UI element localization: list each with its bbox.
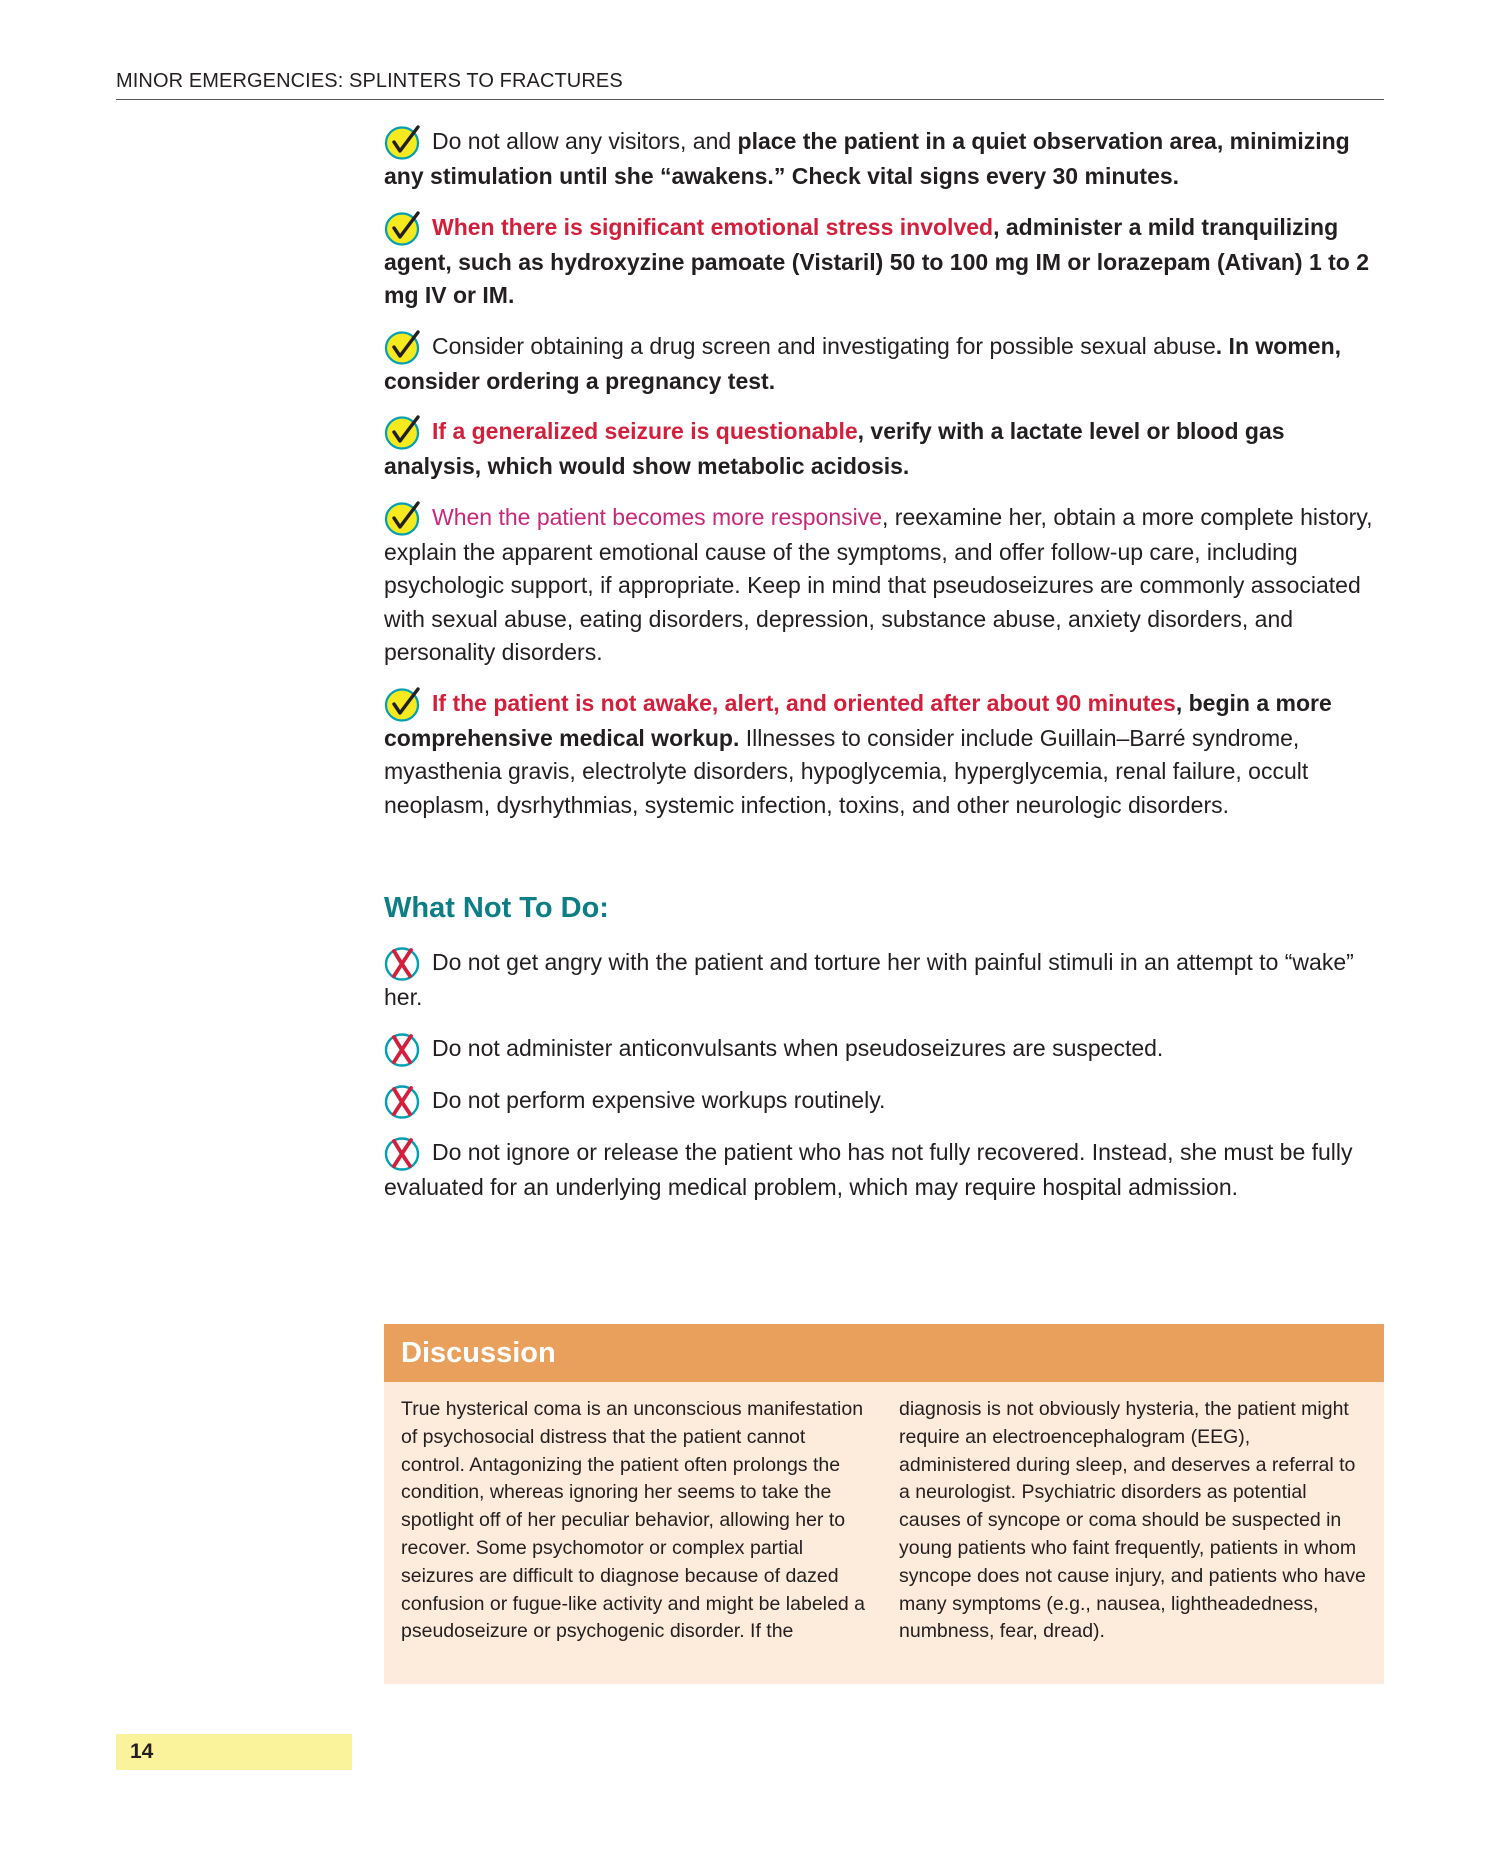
item-text-bold: , administer a mild tranquilizing agent, such as hydroxyzine pamoate (Vistaril) 50 to 100 mg IM or lorazepam (Ativan) 1 to 2 mg IV or IM. — [384, 213, 1370, 308]
item-text-bold: place the patient in a quiet observation area, minimizing any stimulation until she “awakens.” Check vital signs every 30 minutes. — [384, 128, 1350, 189]
check-icon — [384, 500, 424, 536]
list-item — [384, 500, 1384, 670]
x-mark-icon — [384, 945, 424, 981]
check-icon — [384, 686, 424, 722]
list-item — [384, 124, 1384, 194]
list-item — [384, 945, 1384, 1015]
section-heading: What Not To Do: — [384, 892, 609, 924]
item-highlight: If the patient is not awake, alert, and oriented after about 90 minutes — [432, 689, 1176, 716]
list-item — [384, 414, 1384, 484]
list-item — [384, 1083, 1384, 1119]
list-item — [384, 329, 1384, 399]
item-text-bold: , verify with a lactate level or blood gas analysis, which would show metabolic acidosis. — [384, 418, 1285, 479]
item-text: Do not allow any visitors, and — [432, 128, 738, 154]
discussion-title: Discussion — [384, 1324, 1384, 1382]
running-head: MINOR EMERGENCIES: SPLINTERS TO FRACTURES — [116, 70, 1384, 100]
list-item — [384, 1031, 1384, 1067]
list-item — [384, 1135, 1384, 1205]
main-content — [384, 124, 1384, 1220]
item-highlight: When the patient becomes more responsive — [432, 503, 883, 530]
item-text: Do not get angry with the patient and torture her with painful stimuli in an attempt to “wake” her. — [384, 949, 1354, 1010]
item-highlight: If a generalized seizure is questionable — [432, 418, 858, 444]
item-highlight: When there is significant emotional stress involved — [432, 213, 994, 240]
discussion-column-left: True hysterical coma is an unconscious manifestation of psychosocial distress that the patient cannot control. Antagonizing the patient often prolongs the condition, whereas ignoring her seems to take the spotlight off of her peculiar behavior, allowing her to recover. Some psychomotor or complex partial seizures are difficult to diagnose because of dazed confusion or fugue-like activity and might be labeled a pseudoseizure or psychogenic disorder. If the — [401, 1398, 865, 1643]
discussion-body — [384, 1382, 1384, 1646]
list-item — [384, 686, 1384, 823]
discussion-box — [384, 1324, 1384, 1684]
check-icon — [384, 210, 424, 246]
check-icon — [384, 329, 424, 365]
x-mark-icon — [384, 1083, 424, 1119]
item-text: Illnesses to consider include Guillain–Barré syndrome, myasthenia gravis, electrolyte disorders, hypoglycemia, hyperglycemia, renal failure, occult neoplasm, dysrhythmias, systemic infection, toxins, and other neurologic disorders. — [384, 724, 1309, 818]
item-text: Do not ignore or release the patient who has not fully recovered. Instead, she must be fully evaluated for an underlying medical problem, which may require hospital admission. — [384, 1138, 1353, 1200]
page-number: 14 — [116, 1734, 352, 1770]
item-text: Consider obtaining a drug screen and investigating for possible sexual abuse — [432, 332, 1216, 359]
item-text: , reexamine her, obtain a more complete history, explain the apparent emotional cause of the symptoms, and offer follow-up care, including psychologic support, if appropriate. Keep in mind that pseudoseizures are commonly associated with sexual abuse, eating disorders, depression, substance abuse, anxiety disorders, and personality disorders. — [384, 503, 1373, 665]
item-text: Do not perform expensive workups routinely. — [432, 1086, 886, 1113]
check-icon — [384, 414, 424, 450]
x-mark-icon — [384, 1031, 424, 1067]
list-item — [384, 210, 1384, 313]
item-text-bold: , begin a more comprehensive medical workup. — [384, 689, 1332, 751]
item-text: Do not administer anticonvulsants when pseudoseizures are suspected. — [432, 1034, 1164, 1061]
check-icon — [384, 124, 424, 160]
x-mark-icon — [384, 1135, 424, 1171]
discussion-column-right: diagnosis is not obviously hysteria, the patient might require an electroencephalogram (EEG), administered during sleep, and deserves a referral to a neurologist. Psychiatric disorders as potential causes of syncope or coma should be suspected in young patients who faint frequently, patients in whom syncope does not cause injury, and patients who have many symptoms (e.g., nausea, lightheadedness, numbness, fear, dread). — [899, 1398, 1366, 1643]
item-text-bold: . In women, consider ordering a pregnancy test. — [384, 332, 1342, 394]
